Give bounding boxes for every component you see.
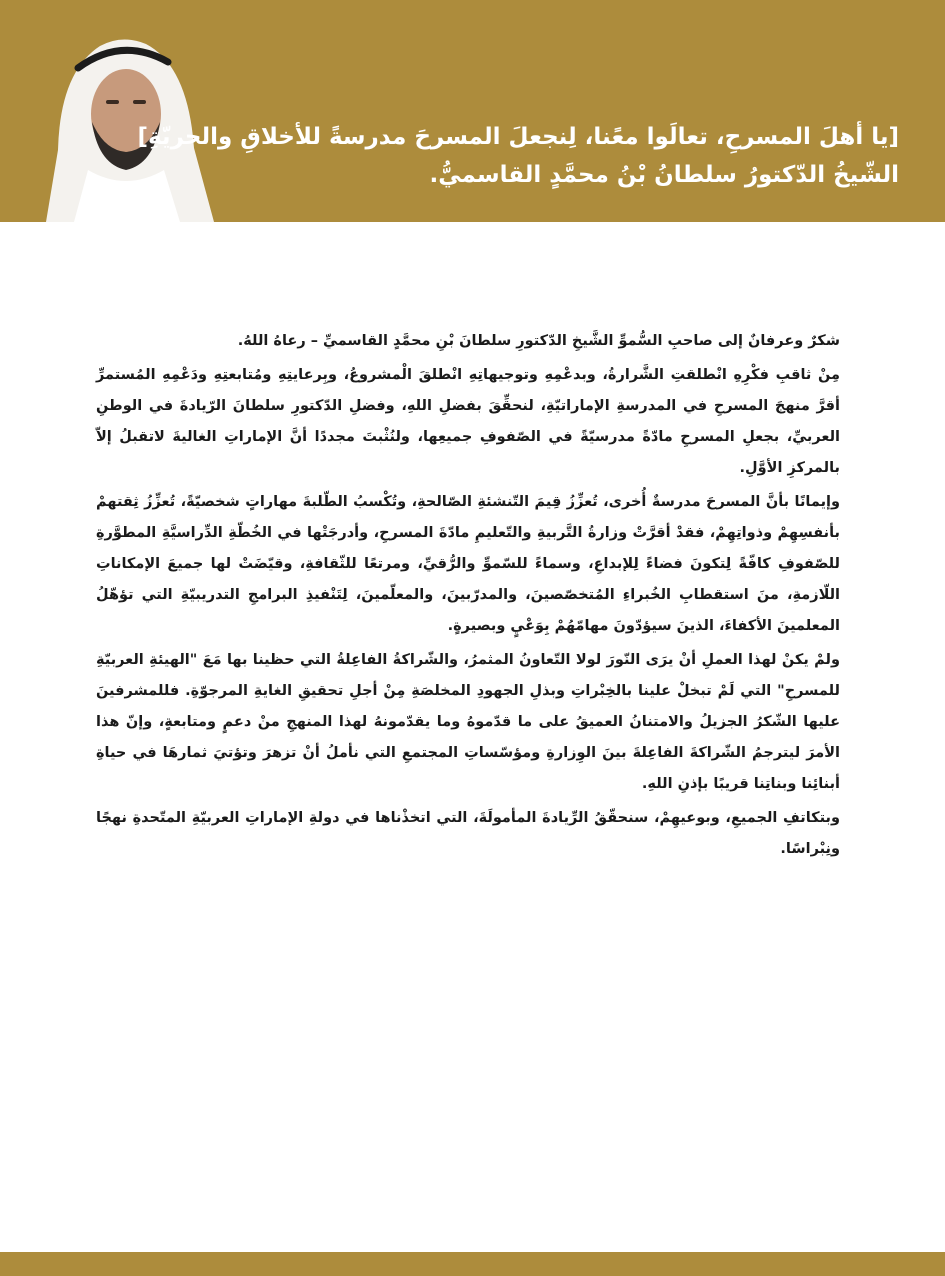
paragraph: شكرٌ وعرفانٌ إلى صاحبِ السُّموِّ الشَّيخِ الدّكتورِ سلطانَ بْنِ محمَّدٍ القاسميِّ – رعاهُ اللهُ. [237,333,840,349]
paragraph: ولمْ يكنْ لهذا العملِ أنْ يرَى النّورَ لولا التّعاونُ المثمرُ، والشّراكةُ الفاعِلةُ التي حظينا بها مَعَ "الهيئةِ العربيّةِ للمسرحِ" التي لَمْ تبخلْ علينا بالخِبْراتِ وبذلِ الجهودِ المخلصَةِ مِنْ أجلِ تحقيقِ الغايةِ المرجوّةِ. فللمشرفينَ عليها الشّكرُ الجزيلُ والامتنانُ العميقُ على ما قدّموهُ وما يقدّمونهُ لهذا المنهجِ منْ دعمٍ ومتابعةٍ، وإنّ هذا الأمرَ ليترجمُ الشّراكةَ الفاعِلةَ بينَ الوِزارةِ ومؤسّساتِ المجتمعِ التي نأملُ أنْ تزهرَ وتؤتيَ ثمارهَا في حياةِ أبنائِنا وبناتِنا قريبًا بإذنِ اللهِ. [96,652,840,792]
paragraph: مِنْ ثاقبِ فكْرِهِ انْطلقتِ الشَّرارةُ، وبدعْمِهِ وتوجيهاتِهِ انْطلقَ الْمشروعُ، وبِرعايتِهِ ومُتابعتِهِ ودَعْمِهِ المُستمرِّ أقرَّ منهجَ المسرحِ في المدرسةِ الإماراتيّةِ، لنحقِّقَ بفضلِ اللهِ، وفضلِ الدّكتورِ سلطانَ الرّيادةَ في الوطنِ العربيِّ، بجعلِ المسرحِ مادّةً مدرسيّةً في الصّفوفِ جميعِها، ولنُثْبتَ مجددًا أنَّ الإماراتِ الغاليةَ لاتقبلُ إلاّ بالمركزِ الأوَّلِ. [96,367,840,476]
footer-band [0,1252,945,1276]
quote-line-1: [يا أهلَ المسرحِ، تعالَوا معًنا، لِنجعلَ المسرحَ مدرسةً للأخلاقِ والحريّةِ] [137,124,899,150]
quote-line-2: الشّيخُ الدّكتورُ سلطانُ بْنُ محمَّدٍ القاسميُّ. [429,162,899,188]
acknowledgement-text [96,326,840,868]
paragraph: وبتكاتفِ الجميعِ، وبوعيهِمْ، سنحقّقُ الرِّيادةَ المأمولَةَ، التي اتخذْناها في دولةِ الإماراتِ العربيّةِ المتّحدةِ نهجًا ونِبْراسًا. [96,810,840,857]
header-quote [137,118,899,194]
header-band [0,0,945,222]
paragraph: وإيمانًا بأنَّ المسرحَ مدرسةٌ أُخرى، تُعزِّزُ قِيمَ التّنشئةِ الصّالحةِ، وتُكْسبُ الطّلبةَ مهاراتٍ شخصيّةً، تُعزِّزُ ثِقتهمْ بأنفسِهِمْ وذواتِهِمْ، فقدْ أقرَّتْ وزارةُ التَّربيةِ والتّعليمِ مادّةَ المسرحِ، وأدرجَتْها في الخُطّةِ الدِّراسيَّةِ المطوَّرةِ للصّفوفِ كافّةً لِتكونَ فضاءً لِلإبداعِ، وسماءً للسّموِّ والرُّقيِّ، ومرتعًا للثّقافةِ، وقيّضَتْ لها جميعَ الإمكاناتِ اللّازمةِ، منَ استقطابِ الخُبراءِ المُتخصّصينَ، والمدرّبينَ، والمعلّمينَ، لِتَنْفيذِ البرامجِ التدريبيّةِ التي تؤهّلُ المعلمينَ الأكفاءَ، الذينَ سيؤدّونَ مهامّهُمْ بِوَعْيٍ وبصيرةٍ. [96,494,840,634]
